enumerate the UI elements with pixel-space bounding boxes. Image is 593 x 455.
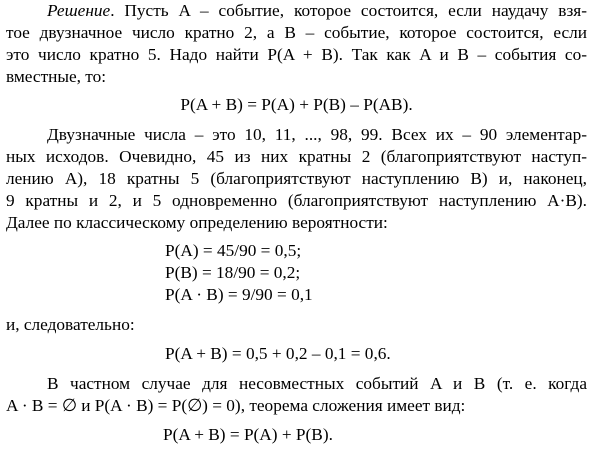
paragraph-2-line-5: Далее по классическому определению вероятности: bbox=[6, 213, 388, 232]
formula-result: P(A + B) = 0,5 + 0,2 – 0,1 = 0,6. bbox=[165, 344, 391, 363]
paragraph-2-line-2: ных исходов. Очевидно, 45 из них кратны 2 (благоприятствуют наступ- bbox=[6, 147, 587, 166]
paragraph-3-line-1: В частном случае для несовместных событий A и B (т. е. когда bbox=[47, 374, 587, 393]
solution-lead-word: Решение bbox=[47, 1, 111, 20]
probability-a: P(A) = 45/90 = 0,5; bbox=[165, 241, 302, 260]
paragraph-1-line-4: вместные, то: bbox=[6, 67, 107, 86]
paragraph-1-line-1 bbox=[47, 0, 587, 22]
paragraph-3-line-2: A · B = ∅ и P(A · B) = P(∅) = 0), теорема сложения имеет вид: bbox=[6, 396, 466, 415]
paragraph-1-line-2: тое двузначное число кратно 2, а B – событие, которое состоится, если bbox=[6, 23, 587, 42]
paragraph-1-line-1-text: . Пусть A – событие, которое состоится, если наудачу взя- bbox=[110, 1, 587, 20]
paragraph-1-line-3: это число кратно 5. Надо найти P(A + B). Так как A и B – события со- bbox=[6, 45, 587, 64]
paragraph-2-line-3: лению A), 18 кратны 5 (благоприятствуют наступлению B) и, наконец, bbox=[6, 169, 587, 188]
probability-b: P(B) = 18/90 = 0,2; bbox=[165, 263, 301, 282]
formula-addition-theorem: P(A + B) = P(A) + P(B) – P(AB). bbox=[180, 95, 413, 114]
paragraph-2-line-4: 9 кратны и 2, и 5 одновременно (благоприятствуют наступлению A·B). bbox=[6, 191, 587, 210]
probability-ab: P(A · B) = 9/90 = 0,1 bbox=[165, 285, 313, 304]
formula-special-case: P(A + B) = P(A) + P(B). bbox=[163, 425, 333, 444]
consequently-text: и, следовательно: bbox=[6, 315, 135, 334]
paragraph-2-line-1: Двузначные числа – это 10, 11, ..., 98, 99. Всех их – 90 элементар- bbox=[47, 125, 587, 144]
